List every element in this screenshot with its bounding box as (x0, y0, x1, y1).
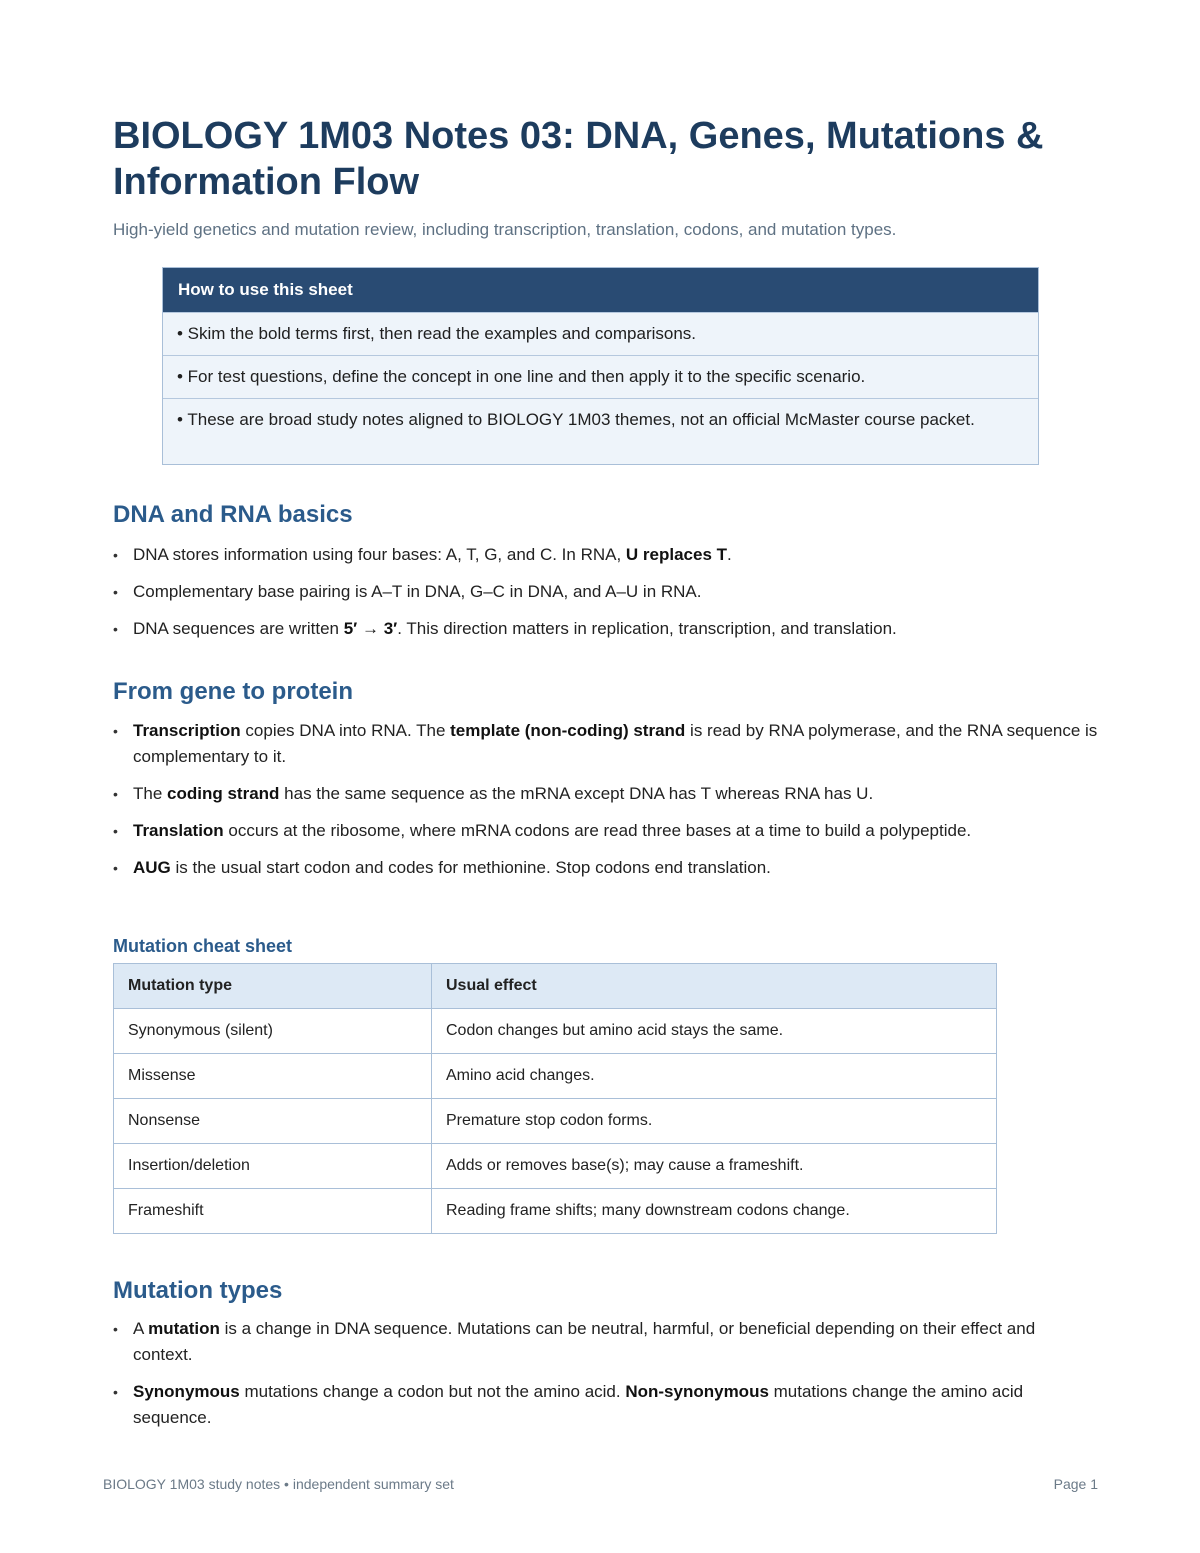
how-to-use-heading: How to use this sheet (163, 268, 1038, 312)
bold-term: 5′ → 3′ (343, 619, 398, 638)
bullet-marker: • (113, 786, 118, 802)
table-row (114, 1054, 997, 1099)
table-cell: Frameshift (114, 1189, 432, 1234)
list-item (113, 781, 1098, 807)
list-item (113, 579, 1098, 605)
bold-term: Synonymous (133, 1382, 240, 1401)
bullet-marker: • (113, 1384, 118, 1400)
mutation-cheat-sheet-table (113, 963, 997, 1234)
table-row (114, 1189, 997, 1234)
bullet-marker: • (113, 584, 118, 600)
table-row (114, 1009, 997, 1054)
footer-text: BIOLOGY 1M03 study notes • independent summary set (103, 1476, 454, 1492)
table-cell: Amino acid changes. (432, 1054, 997, 1099)
table-row (114, 1144, 997, 1189)
bold-term: Non-synonymous (625, 1382, 769, 1401)
how-to-use-item: • Skim the bold terms first, then read the examples and comparisons. (163, 312, 1038, 355)
how-to-use-item: • These are broad study notes aligned to BIOLOGY 1M03 themes, not an official McMaster course packet. (163, 398, 1038, 464)
list-item (113, 818, 1098, 844)
list-item (113, 1379, 1098, 1431)
list-item-text: A mutation is a change in DNA sequence. Mutations can be neutral, harmful, or beneficial depending on their effect and context. (133, 1319, 1036, 1364)
dna-rna-list (113, 542, 1098, 642)
section-heading-gene-protein: From gene to protein (113, 678, 353, 705)
list-item-text: The coding strand has the same sequence as the mRNA except DNA has T whereas RNA has U. (133, 784, 874, 803)
table-cell: Reading frame shifts; many downstream codons change. (432, 1189, 997, 1234)
mutation-types-list (113, 1316, 1098, 1431)
list-item-text: DNA sequences are written 5′ → 3′. This direction matters in replication, transcription, and translation. (133, 619, 897, 638)
bold-term: coding strand (167, 784, 280, 803)
column-header: Usual effect (432, 964, 997, 1009)
list-item (113, 855, 1098, 881)
table-cell: Premature stop codon forms. (432, 1099, 997, 1144)
list-item-text: Synonymous mutations change a codon but not the amino acid. Non-synonymous mutations change the amino acid sequence. (133, 1382, 1024, 1427)
list-item (113, 616, 1098, 642)
list-item-text: DNA stores information using four bases: A, T, G, and C. In RNA, U replaces T. (133, 545, 732, 564)
bullet-marker: • (113, 723, 118, 739)
list-item-text: Translation occurs at the ribosome, where mRNA codons are read three bases at a time to build a polypeptide. (133, 821, 972, 840)
page-subtitle: High-yield genetics and mutation review, including transcription, translation, codons, and mutation types. (113, 220, 897, 239)
table-row (114, 1099, 997, 1144)
bold-term: Translation (133, 821, 224, 840)
bold-term: template (non-coding) strand (450, 721, 686, 740)
bold-term: U replaces T (625, 545, 728, 564)
list-item-text: AUG is the usual start codon and codes for methionine. Stop codons end translation. (133, 858, 771, 877)
bold-term: Transcription (133, 721, 241, 740)
bullet-marker: • (113, 547, 118, 563)
list-item-text: Complementary base pairing is A–T in DNA, G–C in DNA, and A–U in RNA. (133, 582, 702, 601)
table-cell: Nonsense (114, 1099, 432, 1144)
list-item (113, 542, 1098, 568)
list-item-text: Transcription copies DNA into RNA. The template (non-coding) strand is read by RNA polymerase, and the RNA sequence is complementary to it. (133, 721, 1098, 766)
how-to-use-item: • For test questions, define the concept in one line and then apply it to the specific scenario. (163, 355, 1038, 398)
section-heading-mutation-types: Mutation types (113, 1277, 283, 1304)
page-title: BIOLOGY 1M03 Notes 03: DNA, Genes, Mutations & Information Flow (113, 115, 1044, 203)
bold-term: mutation (148, 1319, 220, 1338)
bullet-marker: • (113, 823, 118, 839)
bold-term: AUG (133, 858, 171, 877)
column-header: Mutation type (114, 964, 432, 1009)
section-heading-dna-rna: DNA and RNA basics (113, 501, 353, 528)
section-heading-cheat-sheet: Mutation cheat sheet (113, 936, 293, 956)
bullet-marker: • (113, 621, 118, 637)
page-number: Page 1 (1053, 1476, 1098, 1492)
table-cell: Synonymous (silent) (114, 1009, 432, 1054)
list-item (113, 1316, 1098, 1368)
table-cell: Missense (114, 1054, 432, 1099)
gene-protein-list (113, 718, 1098, 881)
bullet-marker: • (113, 1321, 118, 1337)
table-cell: Insertion/deletion (114, 1144, 432, 1189)
table-cell: Codon changes but amino acid stays the same. (432, 1009, 997, 1054)
table-header-row (114, 964, 997, 1009)
how-to-use-box (162, 267, 1039, 465)
table-cell: Adds or removes base(s); may cause a frameshift. (432, 1144, 997, 1189)
bullet-marker: • (113, 860, 118, 876)
list-item (113, 718, 1098, 770)
